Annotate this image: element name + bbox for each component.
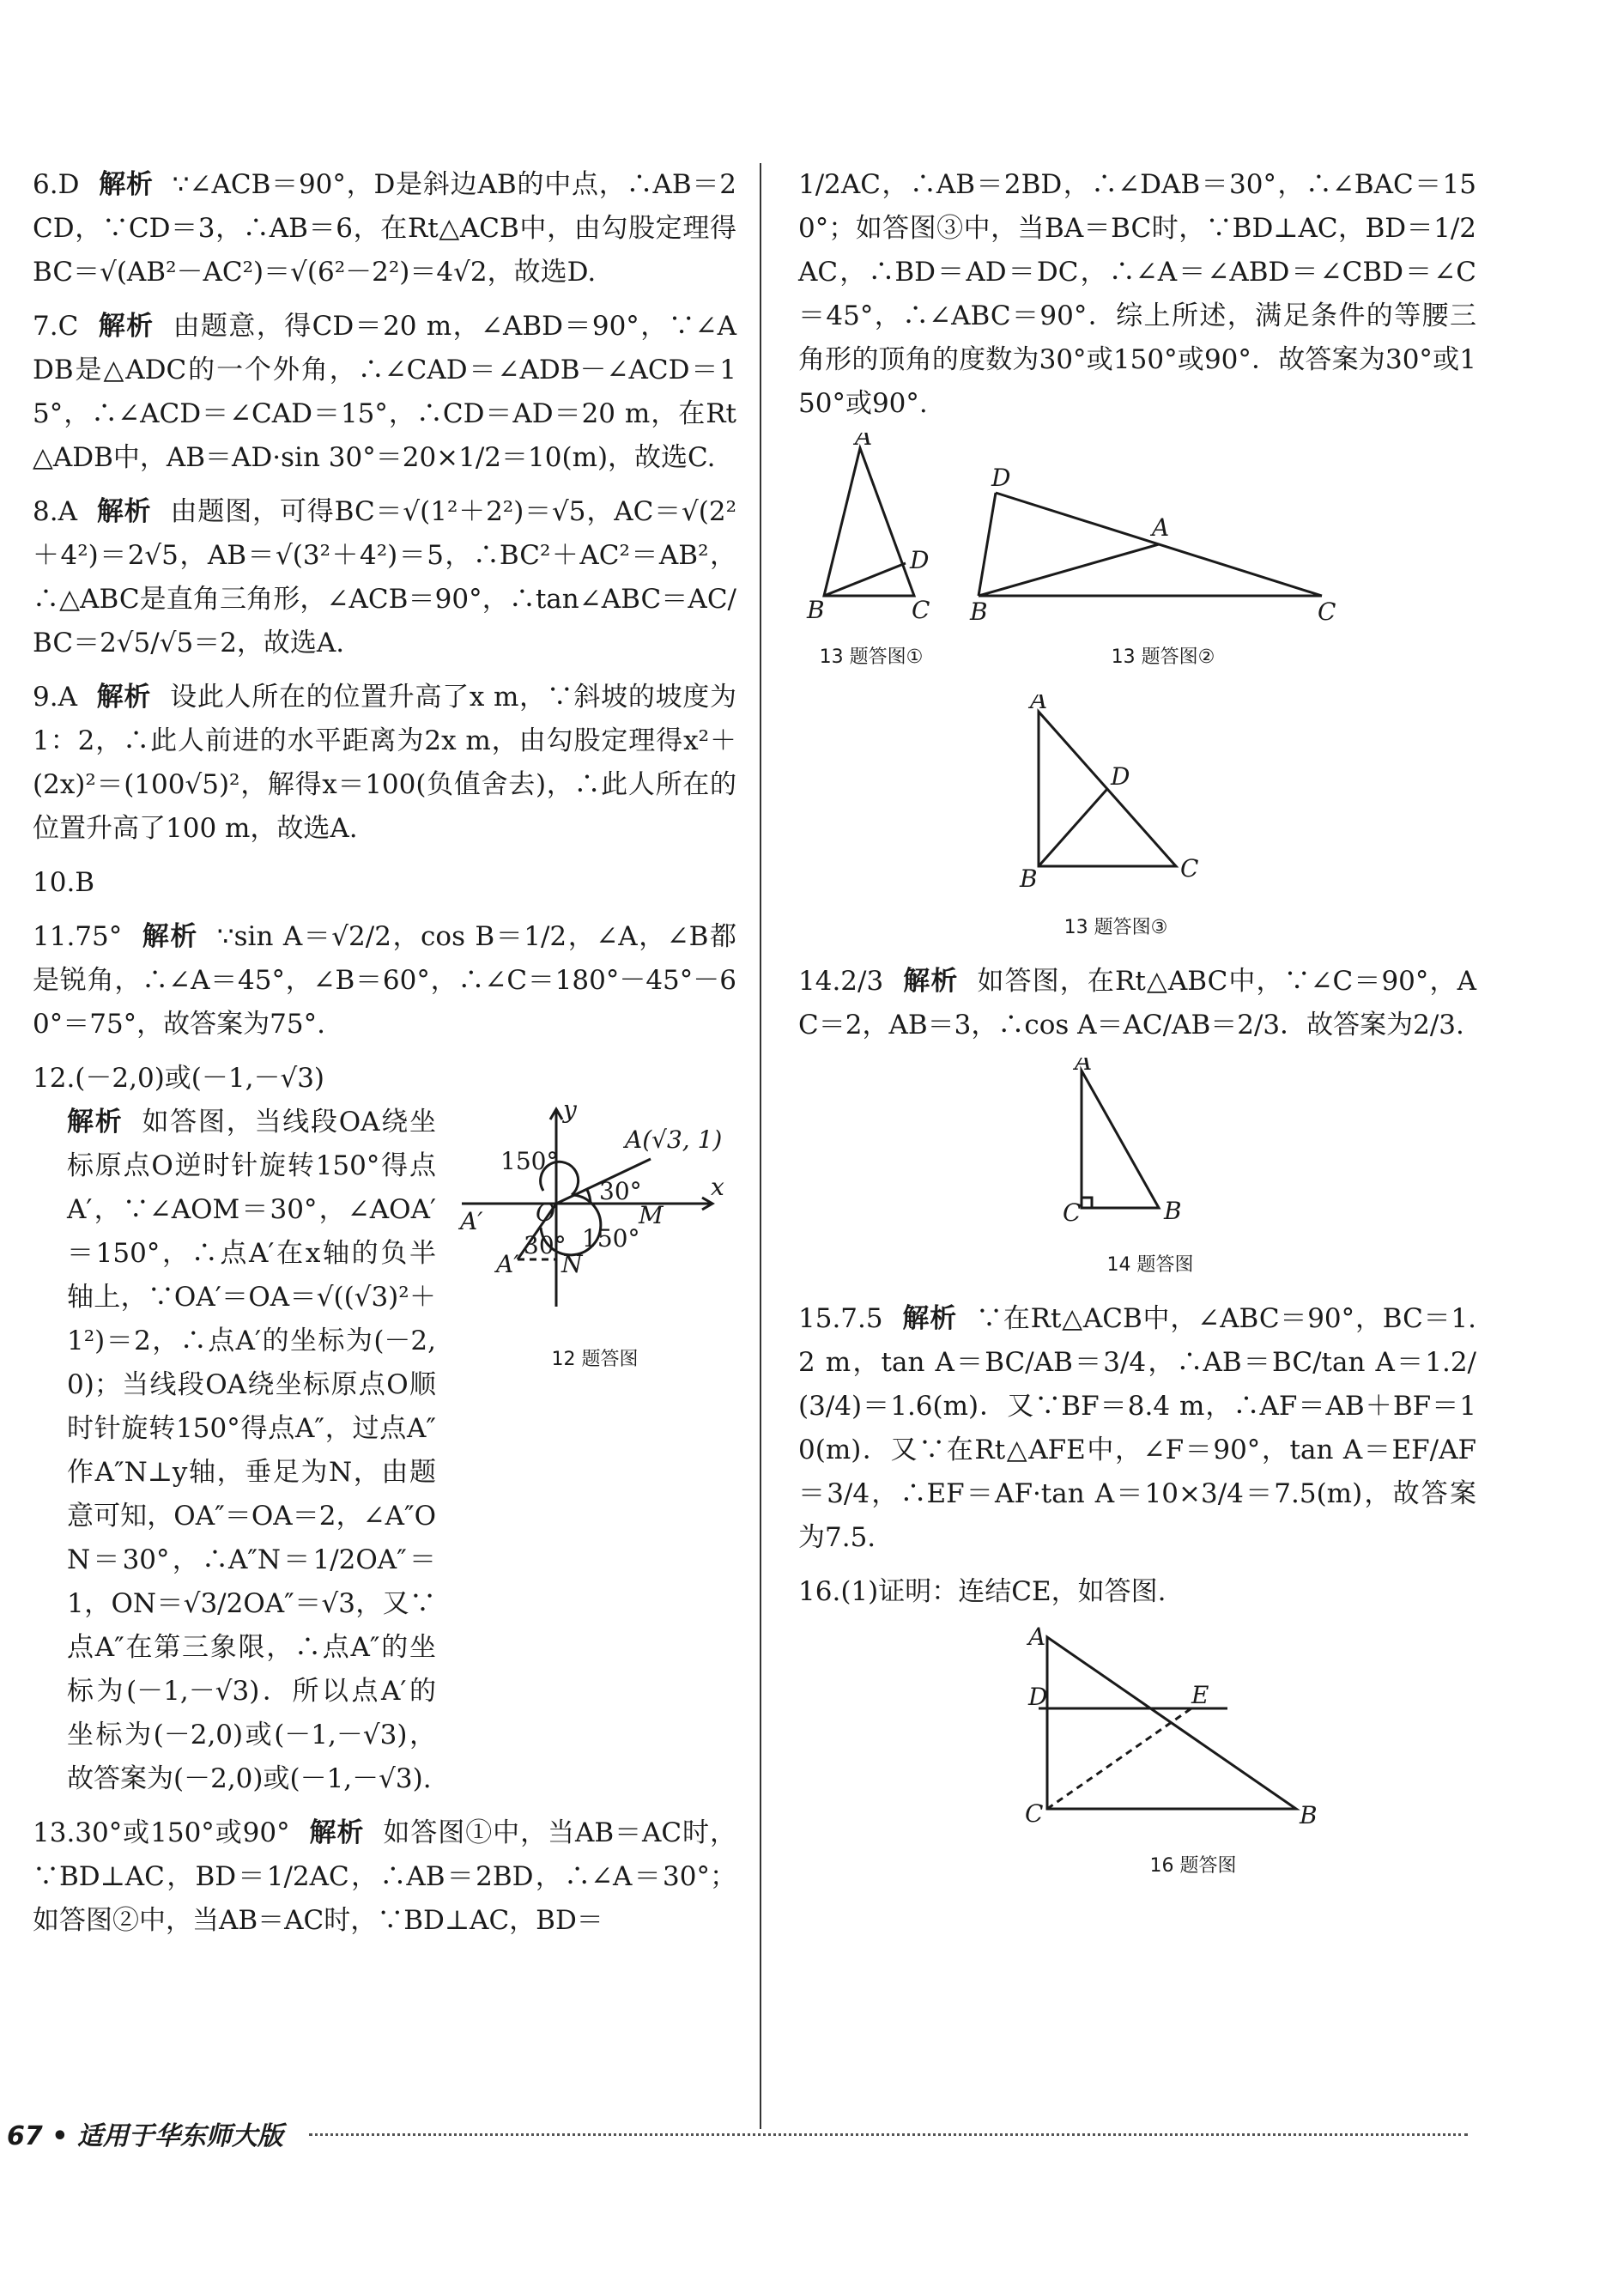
right-angle-mark <box>1082 1198 1092 1208</box>
analysis-label: 解析 <box>901 1303 958 1334</box>
label-D: D <box>1028 1683 1048 1711</box>
label-C: C <box>1063 1198 1082 1227</box>
right-column <box>798 163 1476 1888</box>
label-C: C <box>1025 1799 1044 1828</box>
label-x: x <box>711 1173 724 1201</box>
analysis-label: 解析 <box>308 1817 365 1848</box>
label-C: C <box>1180 854 1199 883</box>
label-angle-30-bottom: 30° <box>524 1231 567 1259</box>
label-A: A(√3, 1) <box>625 1125 723 1154</box>
figure-13b-diagram <box>961 467 1365 622</box>
answer-text: 如答图，当线段OA绕坐标原点O逆时针旋转150°得点A′，∵∠AOM＝30°，∠AOA′＝150°，∴点A′在x轴的负半轴上，∵OA′＝OA＝√((√3)²＋1²)＝2，∴点A′的坐标为(－2,0)；当线段OA绕坐标原点O顺时针旋转150°得点A″，过点A″作A″N⊥y轴，垂足为N，由题意可知，OA″＝OA＝2，∠A″ON＝30°，∴A″N＝1/2OA″＝1，ON＝√3/2OA″＝√3，又∵点A″在第三象限，∴点A″的坐标为(－1,－√3)．所以点A′的坐标为(－2,0)或(－1,－√3)，故答案为(－2,0)或(－1,－√3). <box>67 1107 436 1794</box>
answer-13 <box>33 1811 736 1943</box>
analysis-label: 解析 <box>67 1107 124 1138</box>
segment-BD <box>824 563 906 596</box>
answer-number: 7.C <box>33 311 79 342</box>
figure-13c <box>1004 695 1227 949</box>
label-D: D <box>1111 762 1130 791</box>
answer-7 <box>33 305 736 480</box>
column-divider <box>760 163 761 2129</box>
answer-text: (1)证明：连结CE，如答图. <box>840 1576 1166 1607</box>
label-D: D <box>910 546 930 574</box>
page-footer <box>0 2108 1624 2159</box>
answer-number: 8.A <box>33 496 77 527</box>
answer-number: 11.75° <box>33 921 123 952</box>
label-B: B <box>1020 864 1038 892</box>
figure-14 <box>1056 1058 1245 1287</box>
answer-6 <box>33 163 736 294</box>
answer-10 <box>33 861 736 905</box>
footer-text <box>7 2114 283 2152</box>
label-O: O <box>536 1198 555 1227</box>
label-A: A <box>1152 513 1170 542</box>
answer-number: 16. <box>798 1576 841 1607</box>
label-B: B <box>1300 1801 1318 1829</box>
figure-16-caption: 16 题答图 <box>1149 1855 1237 1877</box>
page-number: 67 <box>7 2121 43 2151</box>
figure-13c-diagram <box>1004 695 1227 892</box>
answer-number: 13.30°或150°或90° <box>33 1817 290 1848</box>
answer-8 <box>33 490 736 665</box>
label-A-prime: A′ <box>460 1207 483 1235</box>
label-angle-150-top: 150° <box>500 1147 559 1175</box>
footer-dotted-line <box>309 2133 1468 2136</box>
answer-text: 设此人所在的位置升高了x m，∵斜坡的坡度为1：2，∴此人前进的水平距离为2x m，由勾股定理得x²＋(2x)²＝(100√5)²，解得x＝100(负值舍去)，∴此人所在的位置升高了100 m，故选A. <box>33 682 737 844</box>
answer-number: 6.D <box>33 169 80 200</box>
answer-text: 由题意，得CD＝20 m，∠ABD＝90°，∵∠ADB是△ADC的一个外角，∴∠CAD＝∠ADB－∠ACD＝15°，∴∠ACD＝∠CAD＝15°，∴CD＝AD＝20 m，在Rt△ADB中，AB＝AD·sin 30°＝20×1/2＝10(m)，故选C. <box>33 311 737 473</box>
answer-14 <box>798 960 1476 1047</box>
triangle-ACB <box>1047 1637 1296 1809</box>
answer-text: 1/2AC，∴AB＝2BD，∴∠DAB＝30°，∴∠BAC＝150°；如答图③中，当BA＝BC时，∵BD⊥AC，BD＝1/2AC，∴BD＝AD＝DC，∴∠A＝∠ABD＝∠CBD＝∠C＝45°，∴∠ABC＝90°．综上所述，满足条件的等腰三角形的顶角的度数为30°或150°或90°．故答案为30°或150°或90°. <box>798 169 1476 419</box>
figure-13c-caption: 13 题答图③ <box>1063 917 1168 938</box>
figure-12-caption: 12 题答图 <box>551 1349 639 1370</box>
triangle-ACB <box>1082 1071 1159 1208</box>
figure-13b-caption: 13 题答图② <box>1111 646 1215 668</box>
label-C: C <box>1318 598 1336 622</box>
answer-text: ∵∠ACB＝90°，D是斜边AB的中点，∴AB＝2CD，∵CD＝3，∴AB＝6，在Rt△ACB中，由勾股定理得BC＝√(AB²－AC²)＝√(6²－2²)＝4√2，故选D. <box>33 169 736 288</box>
label-A: A <box>1075 1058 1093 1076</box>
analysis-label: 解析 <box>95 682 152 713</box>
figure-16-diagram <box>1013 1624 1373 1830</box>
analysis-label: 解析 <box>95 496 152 527</box>
answer-number: 15.7.5 <box>798 1303 883 1334</box>
analysis-label: 解析 <box>141 921 198 952</box>
answer-11 <box>33 915 736 1046</box>
segment-BD <box>1039 789 1107 866</box>
answer-text: ∵在Rt△ACB中，∠ABC＝90°，BC＝1.2 m，tan A＝BC/AB＝3/4，∴AB＝BC/tan A＝1.2/(3/4)＝1.6(m)．又∵BF＝8.4 m，∴AF＝AB＋BF＝10(m)．又∵在Rt△AFE中，∠F＝90°，tan A＝EF/AF＝3/4，∴EF＝AF·tan A＝10×3/4＝7.5(m)，故答案为7.5. <box>798 1303 1476 1553</box>
segment-BA <box>979 544 1159 596</box>
answer-text: ∵sin A＝√2/2，cos B＝1/2，∠A，∠B都是锐角，∴∠A＝45°，∠B＝60°，∴∠C＝180°－45°－60°＝75°，故答案为75°. <box>33 921 737 1040</box>
label-M: M <box>639 1201 664 1229</box>
figure-16 <box>1013 1624 1373 1888</box>
label-B: B <box>1164 1197 1182 1225</box>
segment-DB <box>979 493 996 596</box>
answer-12 <box>33 1057 736 1101</box>
figure-13a-caption: 13 题答图① <box>819 646 924 668</box>
figure-14-caption: 14 题答图 <box>1106 1254 1194 1276</box>
label-y: y <box>563 1101 577 1124</box>
label-D: D <box>991 467 1011 492</box>
answer-13-continued <box>798 163 1476 426</box>
figure-12-diagram <box>453 1101 736 1324</box>
answer-text: 如答图，在Rt△ABC中，∵∠C＝90°，AC＝2，AB＝3，∴cos A＝AC/AB＝2/3．故答案为2/3. <box>798 966 1476 1040</box>
figure-13a <box>798 433 944 679</box>
figure-13-row <box>798 433 1476 679</box>
answer-number: 12.(－2,0)或(－1,－√3) <box>33 1063 325 1094</box>
label-A: A <box>855 433 873 451</box>
answer-text: 如答图①中，当AB＝AC时，∵BD⊥AC，BD＝1/2AC，∴AB＝2BD，∴∠A＝30°；如答图②中，当AB＝AC时，∵BD⊥AC，BD＝ <box>33 1817 736 1936</box>
answer-12-analysis <box>33 1101 436 1801</box>
answer-number: 10.B <box>33 867 95 898</box>
label-A: A <box>1030 695 1048 714</box>
label-B: B <box>807 596 825 622</box>
answer-16 <box>798 1570 1476 1614</box>
figure-12 <box>453 1101 736 1811</box>
figure-13a-diagram <box>798 433 944 622</box>
triangle-ABC <box>824 448 914 596</box>
figure-14-diagram <box>1056 1058 1245 1229</box>
answer-9 <box>33 676 736 851</box>
segment-CE <box>1047 1708 1191 1809</box>
label-C: C <box>912 596 930 622</box>
answer-12-body <box>33 1101 736 1811</box>
label-angle-150-bottom: 150° <box>582 1224 640 1253</box>
analysis-label: 解析 <box>902 966 959 997</box>
label-B: B <box>970 598 988 622</box>
analysis-label: 解析 <box>97 311 155 342</box>
label-N: N <box>561 1250 583 1278</box>
label-A-double-prime: A″ <box>496 1250 523 1278</box>
answer-number: 14.2/3 <box>798 966 884 997</box>
analysis-label: 解析 <box>98 169 154 200</box>
edition-text: • 适用于华东师大版 <box>52 2121 283 2151</box>
label-A: A <box>1028 1624 1046 1651</box>
answer-text: 由题图，可得BC＝√(1²＋2²)＝√5，AC＝√(2²＋4²)＝2√5，AB＝√(3²＋4²)＝5，∴BC²＋AC²＝AB²，∴△ABC是直角三角形，∠ACB＝90°，∴tan∠ABC＝AC/BC＝2√5/√5＝2，故选A. <box>33 496 736 658</box>
answer-number: 9.A <box>33 682 77 713</box>
left-column <box>33 163 736 1953</box>
label-E: E <box>1191 1681 1209 1709</box>
answer-15 <box>798 1297 1476 1560</box>
figure-13b <box>961 467 1365 679</box>
label-angle-30: 30° <box>599 1177 642 1205</box>
